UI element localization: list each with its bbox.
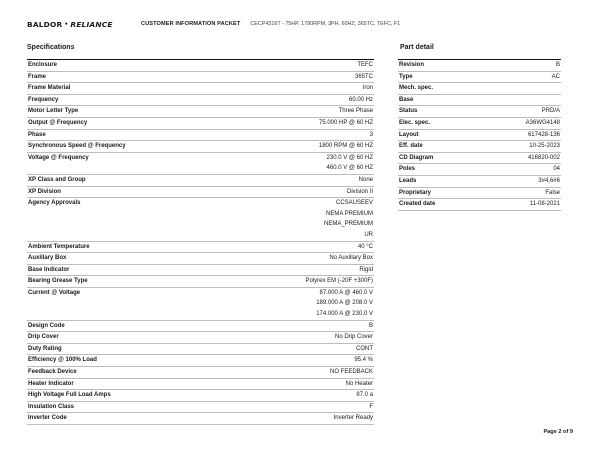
spec-value-line: None: [358, 176, 373, 183]
part-value: False: [545, 189, 560, 196]
spec-value-line: NEMA PREMIUM: [325, 210, 373, 217]
spec-label: Current @ Voltage: [28, 289, 81, 296]
spec-value-line: Rigid: [359, 266, 373, 273]
spec-value-line: 3: [369, 131, 373, 138]
part-value: PRD/A: [541, 108, 560, 115]
spec-value: [369, 321, 374, 332]
part-value: A36WG4148: [525, 119, 560, 126]
part-value: AC: [551, 73, 560, 80]
spec-value: [324, 198, 374, 240]
spec-value-line: Inverter Ready: [333, 415, 373, 422]
spec-label: Frequency: [28, 96, 59, 103]
part-value: 416820-002: [527, 154, 560, 161]
spec-label: Inverter Code: [28, 415, 67, 422]
part-value: B: [555, 62, 560, 68]
spec-value: [354, 355, 374, 366]
spec-row: [27, 60, 374, 72]
logo-separator: •: [64, 20, 69, 28]
spec-value-line: TEFC: [357, 62, 373, 68]
part-row: [398, 176, 561, 188]
part-value: 617428-136: [527, 131, 560, 138]
page-header: [27, 18, 400, 30]
spec-label: XP Class and Group: [28, 176, 86, 183]
spec-value-line: 60.00 Hz: [348, 96, 373, 103]
part-row: [398, 164, 561, 176]
spec-value: [359, 265, 374, 276]
spec-value-line: Three Phase: [338, 108, 373, 115]
spec-row: [27, 187, 374, 199]
spec-row: [27, 402, 374, 414]
spec-row: [27, 153, 374, 175]
spec-label: Frame: [28, 73, 47, 80]
spec-value: [329, 253, 374, 264]
spec-value-line: NO FEEDBACK: [329, 369, 373, 376]
part-row: [398, 118, 561, 130]
spec-value: [370, 130, 374, 141]
spec-value: [335, 332, 374, 343]
spec-value: [363, 83, 374, 94]
spec-value-line: No Heater: [345, 380, 373, 387]
spec-value-line: B: [368, 322, 373, 329]
specifications-table: [27, 59, 374, 425]
spec-value-line: NEMA_PREMIUM: [323, 221, 373, 228]
spec-row: [27, 332, 374, 344]
spec-value: [316, 288, 374, 320]
spec-value-line: CONT: [356, 345, 373, 352]
spec-value-line: UR: [364, 231, 373, 238]
part-label: Leads: [399, 177, 417, 184]
part-row: [398, 130, 561, 142]
spec-row: [27, 390, 374, 402]
spec-row: [27, 367, 374, 379]
spec-value-line: CCSAUSEEV: [335, 200, 373, 207]
spec-row: [27, 83, 374, 95]
specifications-heading: Specifications: [27, 44, 75, 51]
spec-value-line: Iron: [362, 85, 373, 92]
spec-value-line: 1800 RPM @ 60 HZ: [318, 143, 373, 150]
part-label: Base: [399, 96, 414, 103]
spec-row: [27, 344, 374, 356]
part-row: [398, 95, 561, 107]
spec-label: High Voltage Full Load Amps: [28, 392, 111, 399]
part-label: Revision: [399, 62, 425, 68]
spec-value-line: Division II: [346, 188, 373, 195]
part-value: 11-08-2021: [529, 201, 560, 208]
page-number: Page 2 of 9: [543, 429, 573, 435]
spec-row: [27, 130, 374, 142]
spec-row: [27, 242, 374, 254]
part-label: Type: [399, 73, 413, 80]
spec-value: [357, 60, 374, 71]
spec-label: Base Indicator: [28, 266, 70, 273]
spec-label: Feedback Device: [28, 369, 77, 376]
spec-value-line: 95.4 %: [354, 357, 373, 364]
spec-label: Duty Rating: [28, 345, 62, 352]
part-row: [398, 60, 561, 72]
spec-label: Phase: [28, 131, 46, 138]
spec-value: [330, 367, 374, 378]
part-row: [398, 83, 561, 95]
spec-value: [347, 187, 374, 198]
spec-value-line: Polyrex EM (-20F +300F): [305, 278, 373, 285]
spec-row: [27, 253, 374, 265]
part-row: [398, 141, 561, 153]
spec-label: Ambient Temperature: [28, 243, 90, 250]
spec-row: [27, 288, 374, 321]
part-label: CD Diagram: [399, 154, 434, 161]
spec-label: Enclosure: [28, 62, 58, 68]
spec-label: Synchronous Speed @ Frequency: [28, 143, 126, 150]
spec-value: [355, 72, 374, 83]
spec-label: Bearing Grease Type: [28, 278, 88, 285]
spec-value: [334, 413, 374, 424]
spec-row: [27, 413, 374, 425]
part-label: Mech. spec.: [399, 85, 434, 92]
spec-row: [27, 175, 374, 187]
part-label: Eff. date: [399, 143, 423, 150]
brand-logo: [27, 20, 131, 29]
spec-row: [27, 72, 374, 84]
part-label: Poles: [399, 166, 416, 173]
spec-value-line: No Auxillary Box: [329, 255, 373, 262]
part-row: [398, 188, 561, 200]
spec-label: Motor Letter Type: [28, 108, 79, 115]
part-detail-heading: Part detail: [400, 44, 434, 51]
logo-baldor: BALDOR: [27, 19, 63, 29]
spec-label: XP Division: [28, 188, 61, 195]
spec-value: [346, 379, 374, 390]
part-detail-table: [398, 59, 561, 211]
spec-value: [356, 390, 374, 401]
part-row: [398, 72, 561, 84]
part-value: [560, 95, 561, 106]
logo-reliance: RELIANCE: [70, 19, 113, 29]
part-row: [398, 106, 561, 118]
spec-value: [356, 344, 374, 355]
spec-value-line: 365TC: [354, 73, 373, 80]
spec-value-line: 189.000 A @ 208.0 V: [316, 300, 373, 307]
part-label: Status: [399, 108, 418, 115]
spec-value: [369, 402, 374, 413]
spec-value: [327, 153, 374, 174]
spec-value-line: No Drip Cover: [334, 334, 373, 341]
part-value: 3#4,6#6: [538, 177, 560, 184]
spec-value-line: 460.0 V @ 60 HZ: [326, 165, 373, 172]
spec-label: Insulation Class: [28, 403, 75, 410]
part-value: 10-25-2023: [529, 143, 560, 150]
spec-label: Heater Indicator: [28, 380, 74, 387]
spec-label: Efficiency @ 100% Load: [28, 357, 97, 364]
spec-value-line: 87.0 a: [356, 392, 373, 399]
spec-value: [319, 118, 374, 129]
part-label: Layout: [399, 131, 419, 138]
spec-row: [27, 141, 374, 153]
document-subtitle: CECP4316T - 75HP, 1780RPM, 3PH, 60HZ, 365TC, TEFC, F1: [250, 21, 401, 27]
spec-label: Voltage @ Frequency: [28, 154, 89, 161]
part-label: Proprietary: [399, 189, 432, 196]
spec-row: [27, 95, 374, 107]
spec-row: [27, 276, 374, 288]
spec-value-line: 230.0 V @ 60 HZ: [326, 154, 373, 161]
spec-row: [27, 198, 374, 241]
part-row: [398, 153, 561, 165]
spec-value: [305, 276, 374, 287]
spec-row: [27, 265, 374, 277]
spec-row: [27, 106, 374, 118]
spec-label: Drip Cover: [28, 334, 59, 341]
spec-label: Auxillary Box: [28, 255, 67, 262]
part-label: Elec. spec.: [399, 119, 431, 126]
spec-value: [339, 106, 374, 117]
spec-value: [349, 95, 374, 106]
spec-value: [359, 175, 374, 186]
spec-row: [27, 379, 374, 391]
part-label: Created date: [399, 201, 436, 208]
part-value: 04: [553, 166, 560, 173]
spec-label: Output @ Frequency: [28, 119, 88, 126]
spec-value-line: F: [369, 403, 373, 410]
spec-value-line: 40 °C: [357, 243, 373, 250]
spec-row: [27, 321, 374, 333]
spec-value-line: 87.000 A @ 460.0 V: [319, 289, 373, 296]
part-value: [560, 83, 561, 94]
spec-label: Agency Approvals: [28, 200, 81, 207]
spec-row: [27, 355, 374, 367]
spec-value: [319, 141, 374, 152]
spec-value-line: 75.000 HP @ 60 HZ: [318, 119, 373, 126]
spec-value-line: 174.000 A @ 230.0 V: [316, 311, 373, 318]
spec-row: [27, 118, 374, 130]
spec-value: [358, 242, 374, 253]
spec-label: Frame Material: [28, 85, 71, 92]
part-row: [398, 199, 561, 211]
spec-label: Design Code: [28, 322, 65, 329]
document-title: CUSTOMER INFORMATION PACKET: [141, 21, 241, 27]
